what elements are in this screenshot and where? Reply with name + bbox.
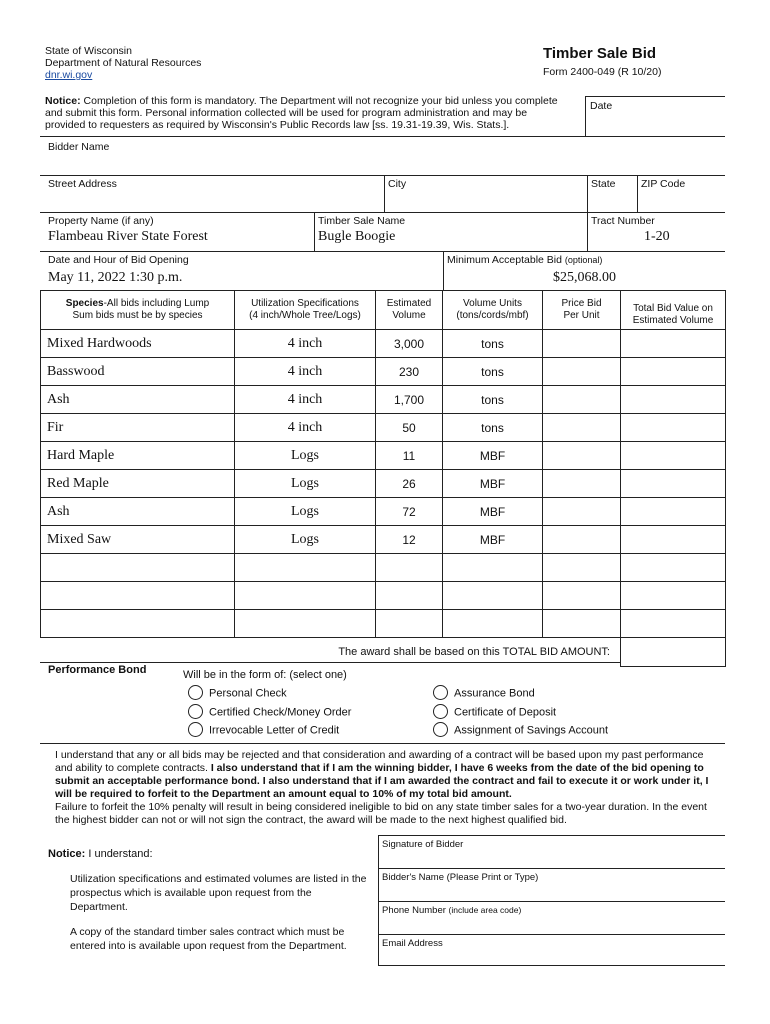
table-cell: Logs: [235, 498, 376, 526]
table-cell: tons: [443, 330, 543, 358]
total-bid-field[interactable]: [621, 358, 726, 386]
phone-label: Phone Number (include area code): [382, 905, 522, 916]
table-cell: Ash: [41, 386, 235, 414]
phone-field[interactable]: [380, 917, 724, 933]
tract-label: Tract Number: [591, 215, 655, 227]
table-cell: tons: [443, 414, 543, 442]
table-cell[interactable]: [41, 610, 235, 638]
table-cell: Mixed Hardwoods: [41, 330, 235, 358]
table-cell: Logs: [235, 526, 376, 554]
table-cell: 12: [376, 526, 443, 554]
option-certificate-of-deposit[interactable]: Certificate of Deposit: [433, 705, 556, 720]
property-value[interactable]: Flambeau River State Forest: [48, 229, 208, 244]
table-cell: 11: [376, 442, 443, 470]
table-cell[interactable]: [621, 554, 726, 582]
species-header: Species-All bids including Lump Sum bids must be by species: [41, 291, 235, 330]
table-cell: 26: [376, 470, 443, 498]
table-cell: tons: [443, 358, 543, 386]
price-bid-field[interactable]: [543, 470, 621, 498]
volume-header: Estimated Volume: [376, 291, 443, 330]
total-bid-field[interactable]: [621, 330, 726, 358]
price-bid-field[interactable]: [543, 330, 621, 358]
property-label: Property Name (if any): [48, 215, 154, 227]
state-label: State: [591, 178, 616, 190]
table-cell: 4 inch: [235, 330, 376, 358]
price-bid-field[interactable]: [543, 414, 621, 442]
table-cell[interactable]: [443, 582, 543, 610]
total-bid-field[interactable]: [621, 414, 726, 442]
option-letter-of-credit[interactable]: Irrevocable Letter of Credit: [188, 723, 339, 738]
table-cell: Red Maple: [41, 470, 235, 498]
table-cell[interactable]: [376, 582, 443, 610]
table-header-row: [41, 291, 726, 330]
table-cell: Ash: [41, 498, 235, 526]
table-cell[interactable]: [543, 554, 621, 582]
table-cell[interactable]: [41, 554, 235, 582]
performance-bond-label: Performance Bond: [48, 664, 147, 676]
option-personal-check[interactable]: Personal Check: [188, 686, 287, 701]
table-cell[interactable]: [443, 610, 543, 638]
table-row: [41, 414, 726, 442]
radio-icon[interactable]: [433, 722, 448, 737]
table-cell[interactable]: [235, 582, 376, 610]
signature-field[interactable]: [380, 851, 724, 867]
table-cell: 4 inch: [235, 414, 376, 442]
table-cell: 4 inch: [235, 358, 376, 386]
total-label: The award shall be based on this TOTAL BID AMOUNT:: [41, 638, 621, 667]
zip-field[interactable]: [639, 190, 724, 210]
units-header: Volume Units (tons/cords/mbf): [443, 291, 543, 330]
date-label: Date: [590, 100, 613, 112]
table-cell: MBF: [443, 442, 543, 470]
bid-statement: I understand that any or all bids may be rejected and that consideration and awarding of a contract will be based upon my past performance and ability to complete contracts. I also understand that if I am the winning bidder, I have 6 weeks from the date of the bid opening to submit an acceptable performance bond. I also understand that if I am awarded the contract and fail to execute it or work under it, I will be required to forfeit to the Department an amount equal to 10% of my total bid amount. Failure to forfeit the 10% penalty will result in being considered ineligible to bid on any state timber sales for a two-year duration. In the event the highest bidder can not or will not sign the contract, the award will be made to the next highest qualified bid.: [55, 749, 709, 826]
total-bid-field[interactable]: [621, 498, 726, 526]
timber-sale-value[interactable]: Bugle Boogie: [318, 229, 396, 244]
notice-item-contract: A copy of the standard timber sales contract which must be entered into is available upon request from the Department.: [70, 926, 347, 952]
bond-intro: Will be in the form of: (select one): [183, 669, 347, 681]
price-bid-field[interactable]: [543, 358, 621, 386]
price-bid-field[interactable]: [543, 526, 621, 554]
table-cell: Logs: [235, 470, 376, 498]
min-bid-label: Minimum Acceptable Bid (optional): [447, 254, 603, 266]
table-cell: 230: [376, 358, 443, 386]
table-cell: tons: [443, 386, 543, 414]
table-cell[interactable]: [543, 610, 621, 638]
table-row: [41, 526, 726, 554]
table-row: [41, 386, 726, 414]
radio-icon[interactable]: [433, 685, 448, 700]
table-cell: Hard Maple: [41, 442, 235, 470]
agency-website-link[interactable]: dnr.wi.gov: [45, 69, 93, 81]
table-cell[interactable]: [621, 582, 726, 610]
table-row: [41, 330, 726, 358]
street-label: Street Address: [48, 178, 117, 190]
table-row: [41, 358, 726, 386]
option-assurance-bond[interactable]: Assurance Bond: [433, 686, 535, 701]
table-cell[interactable]: [543, 582, 621, 610]
table-cell: 4 inch: [235, 386, 376, 414]
bidder-name-field[interactable]: [42, 152, 722, 174]
agency-name: State of Wisconsin Department of Natural Resources dnr.wi.gov: [45, 45, 202, 81]
form-number: Form 2400-049 (R 10/20): [543, 66, 662, 78]
table-row: [41, 554, 726, 582]
table-cell[interactable]: [621, 610, 726, 638]
notice-text: Notice: Completion of this form is mandatory. The Department will not recognize your bid unless you complete and submit this form. Personal information collected will be used for program administration and may be provided to requesters as required by Wisconsin's Public Records law [ss. 19.31-19.39, Wis. Stats.].: [45, 95, 558, 131]
bidder-print-name-label: Bidder's Name (Please Print or Type): [382, 872, 539, 883]
notice-item-utilization: Utilization specifications and estimated volumes are listed in the prospectus which is available upon request from the Department.: [70, 873, 367, 913]
total-bid-amount-field[interactable]: [621, 638, 726, 667]
bid-opening-value[interactable]: May 11, 2022 1:30 p.m.: [48, 270, 183, 285]
table-cell: 1,700: [376, 386, 443, 414]
min-bid-value[interactable]: $25,068.00: [553, 270, 616, 285]
table-row: [41, 442, 726, 470]
table-cell: Logs: [235, 442, 376, 470]
email-label: Email Address: [382, 938, 443, 949]
bid-opening-label: Date and Hour of Bid Opening: [48, 254, 189, 266]
table-cell[interactable]: [376, 610, 443, 638]
table-cell: 3,000: [376, 330, 443, 358]
radio-icon[interactable]: [188, 722, 203, 737]
date-field[interactable]: [586, 108, 724, 134]
option-certified-check[interactable]: Certified Check/Money Order: [188, 705, 351, 720]
city-label: City: [388, 178, 407, 190]
table-row: [41, 498, 726, 526]
table-row: [41, 610, 726, 638]
price-bid-field[interactable]: [543, 442, 621, 470]
table-cell: Basswood: [41, 358, 235, 386]
zip-label: ZIP Code: [641, 178, 686, 190]
table-cell[interactable]: [376, 554, 443, 582]
option-savings-account[interactable]: Assignment of Savings Account: [433, 723, 608, 738]
total-header: Total Bid Value on Estimated Volume: [621, 291, 726, 330]
table-row: [41, 582, 726, 610]
timber-sale-label: Timber Sale Name: [318, 215, 406, 227]
tract-value[interactable]: 1-20: [644, 229, 670, 244]
table-cell: MBF: [443, 470, 543, 498]
utilization-header: Utilization Specifications (4 inch/Whole Tree/Logs): [235, 291, 376, 330]
table-cell: 50: [376, 414, 443, 442]
price-bid-field[interactable]: [543, 498, 621, 526]
table-cell: Fir: [41, 414, 235, 442]
total-bid-field[interactable]: [621, 526, 726, 554]
price-header: Price Bid Per Unit: [543, 291, 621, 330]
total-bid-field[interactable]: [621, 386, 726, 414]
table-cell: MBF: [443, 498, 543, 526]
price-bid-field[interactable]: [543, 386, 621, 414]
table-cell[interactable]: [41, 582, 235, 610]
bidder-name-label: Bidder Name: [48, 141, 110, 153]
table-cell: MBF: [443, 526, 543, 554]
street-field[interactable]: [42, 190, 382, 210]
species-table: [40, 290, 726, 667]
bidder-print-name-field[interactable]: [380, 884, 724, 900]
total-bid-field[interactable]: [621, 442, 726, 470]
table-cell[interactable]: [443, 554, 543, 582]
state-field[interactable]: [589, 190, 635, 210]
city-field[interactable]: [386, 190, 585, 210]
signature-label: Signature of Bidder: [382, 839, 464, 850]
table-cell[interactable]: [235, 610, 376, 638]
table-cell: Mixed Saw: [41, 526, 235, 554]
email-field[interactable]: [380, 950, 724, 964]
radio-icon[interactable]: [188, 704, 203, 719]
radio-icon[interactable]: [188, 685, 203, 700]
radio-icon[interactable]: [433, 704, 448, 719]
total-bid-field[interactable]: [621, 470, 726, 498]
notice-understand: Notice: I understand:: [48, 848, 153, 860]
table-row: [41, 470, 726, 498]
table-cell[interactable]: [235, 554, 376, 582]
form-title: Timber Sale Bid: [543, 45, 657, 62]
table-cell: 72: [376, 498, 443, 526]
